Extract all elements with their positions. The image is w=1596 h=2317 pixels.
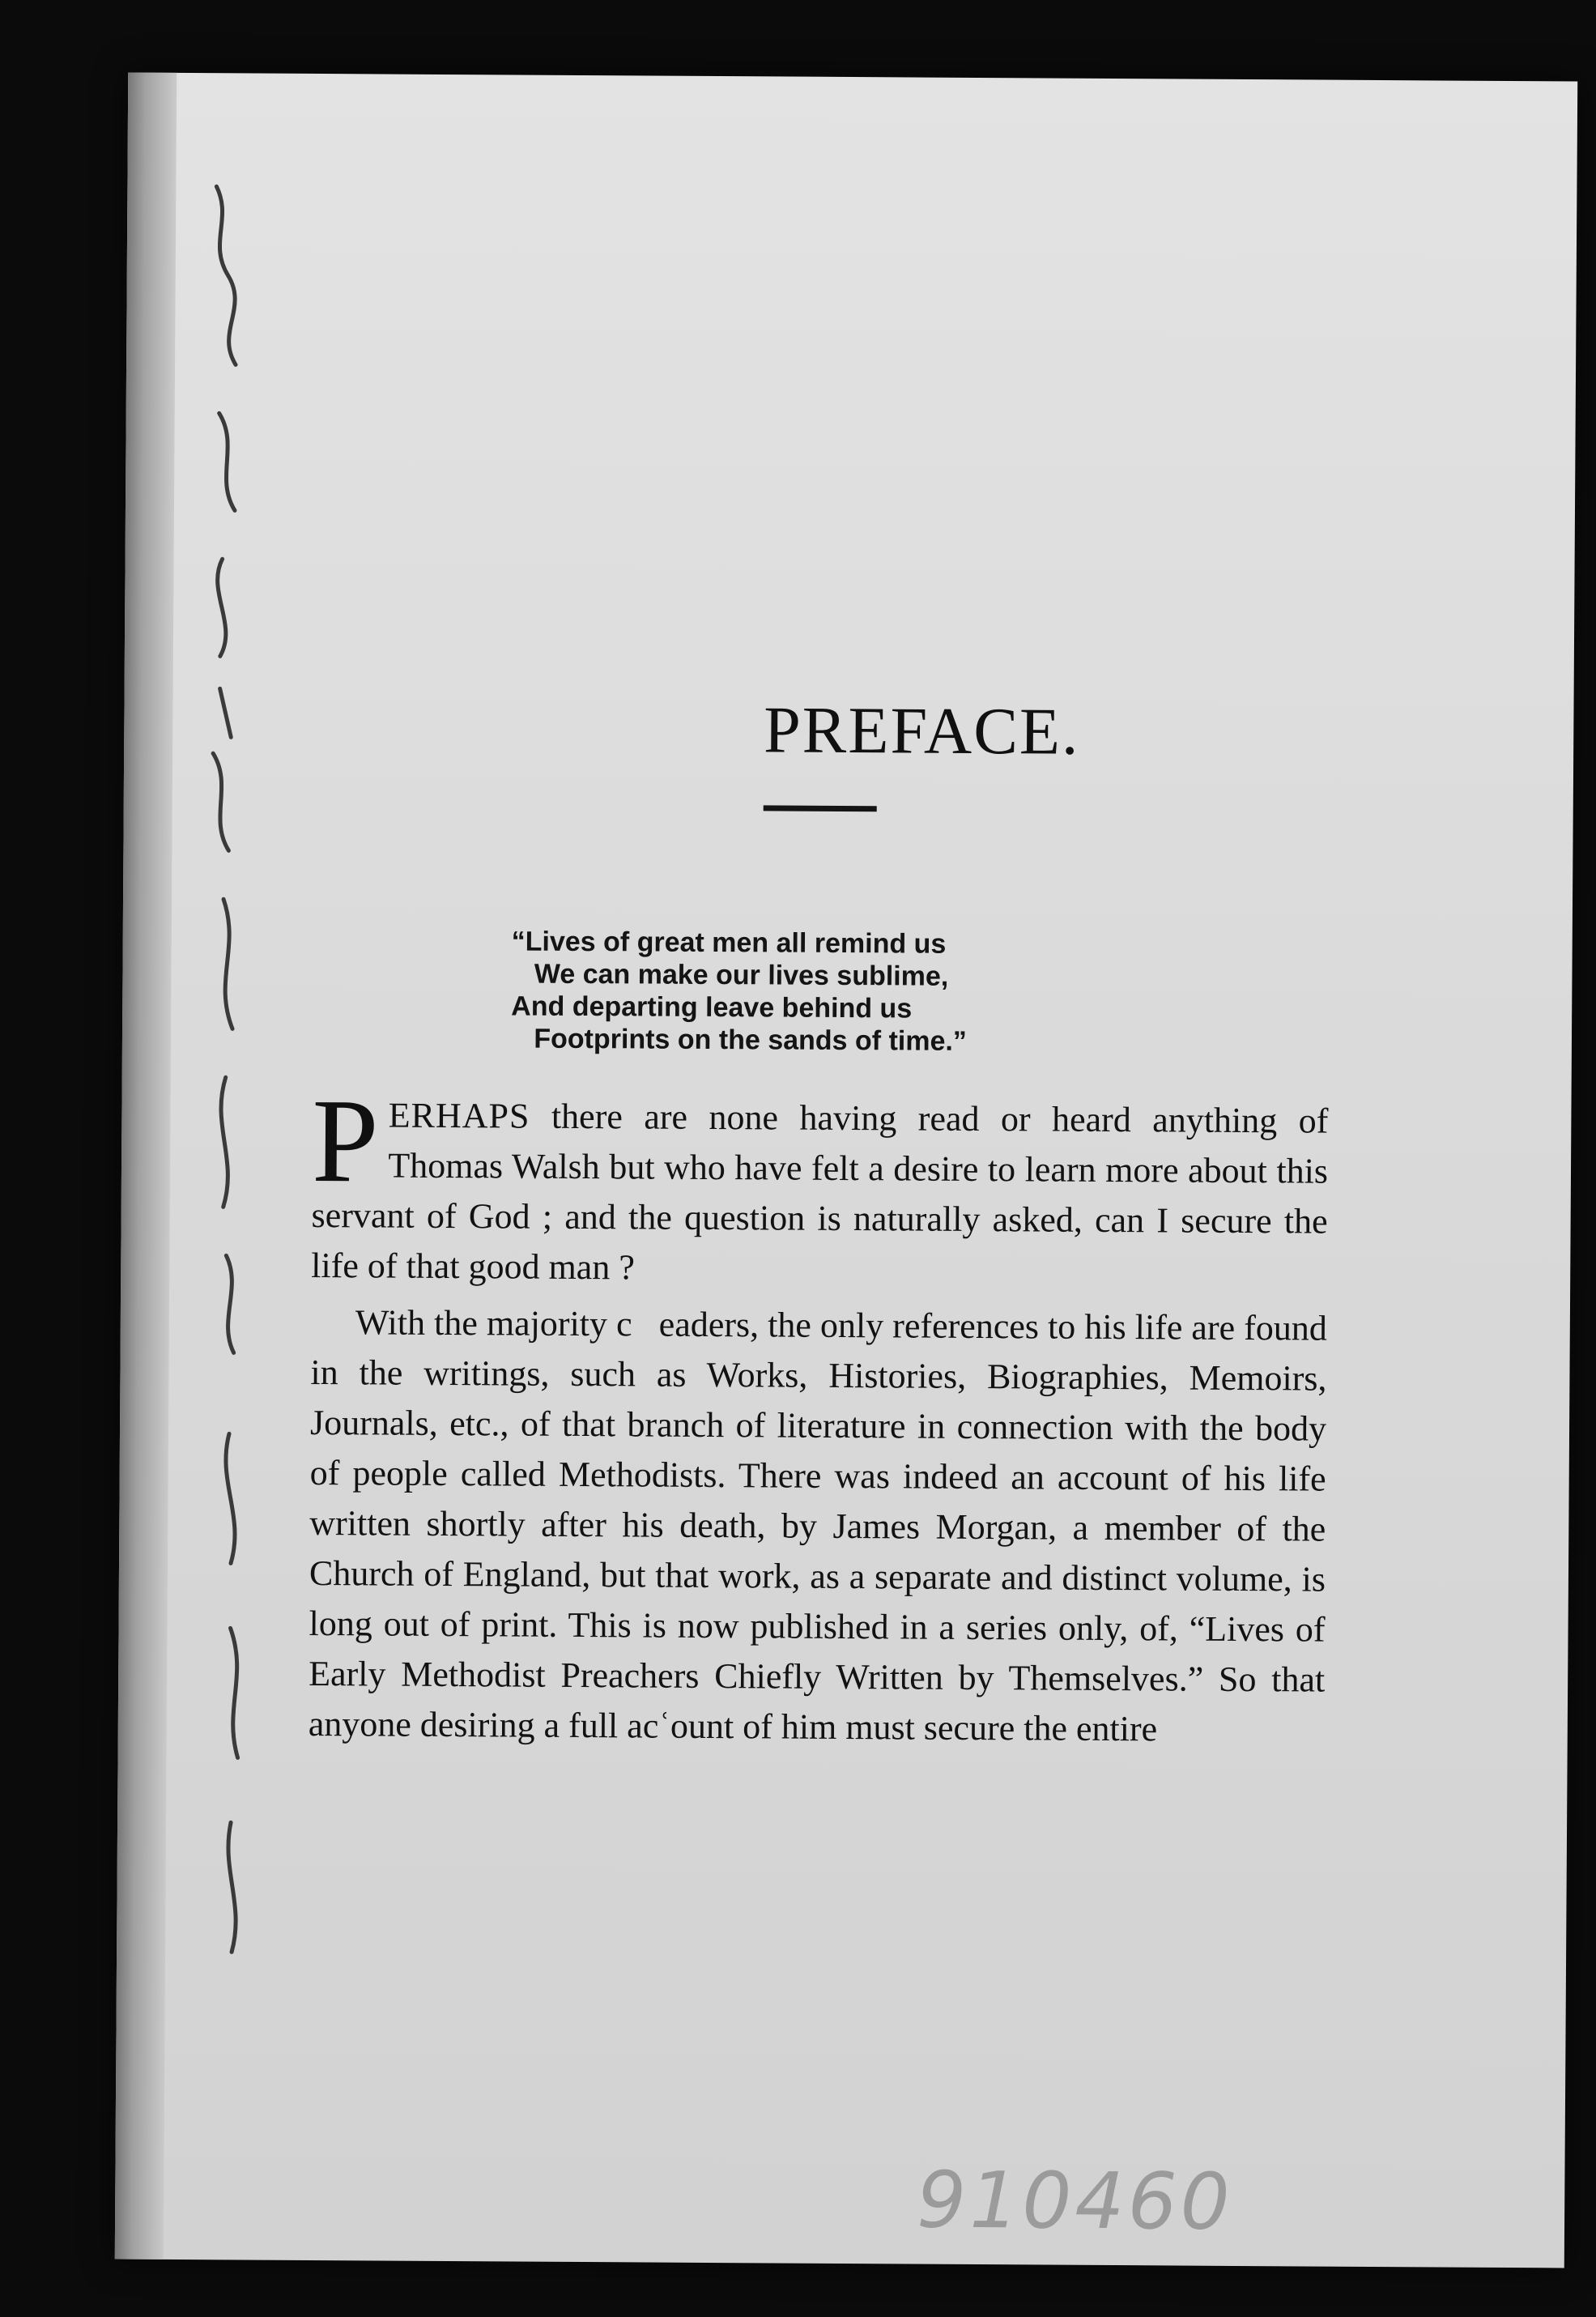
paragraph (311, 1074, 1329, 1297)
margin-handwriting (148, 170, 274, 2115)
book-page (115, 73, 1577, 2268)
pencil-accession-number: 910460 (916, 2154, 1234, 2247)
epigraph-line: “Lives of great men all remind us (511, 926, 947, 960)
paragraph: With the majority c eaders, the only references to his life are found in the writings, such as Works, Histories, Biographies, Memoirs, Journals, etc., of that branch of literature in connection with the body of people called Methodists. There was indeed an account of his life written shortly after his death, by James Morgan, a member of the Church of England, but that work, as a separate and distinct volume, is long out of print. This is now published in a series only, of, “Lives of Early Methodist Preachers Chiefly Written by Themselves.” So that anyone desiring a full acʿount of him must secure the entire (308, 1302, 1327, 1749)
paragraph-text: there are none having read or heard anything of Thomas Walsh but who have felt a desire to learn more about this servant of God ; and the question is naturally asked, can I secure the life of that good man ? (311, 1096, 1329, 1288)
drop-cap: P (311, 1074, 380, 1208)
title-rule (764, 805, 877, 811)
epigraph-line: And departing leave behind us (511, 990, 913, 1024)
epigraph-line: We can make our lives sublime, (511, 958, 949, 992)
smallcaps-word: ERHAPS (388, 1095, 530, 1136)
body-text (308, 1074, 1329, 1762)
epigraph (511, 925, 1241, 1058)
page-title: PREFACE. (763, 692, 1080, 769)
epigraph-line: Footprints on the sands of time.” (510, 1023, 967, 1057)
